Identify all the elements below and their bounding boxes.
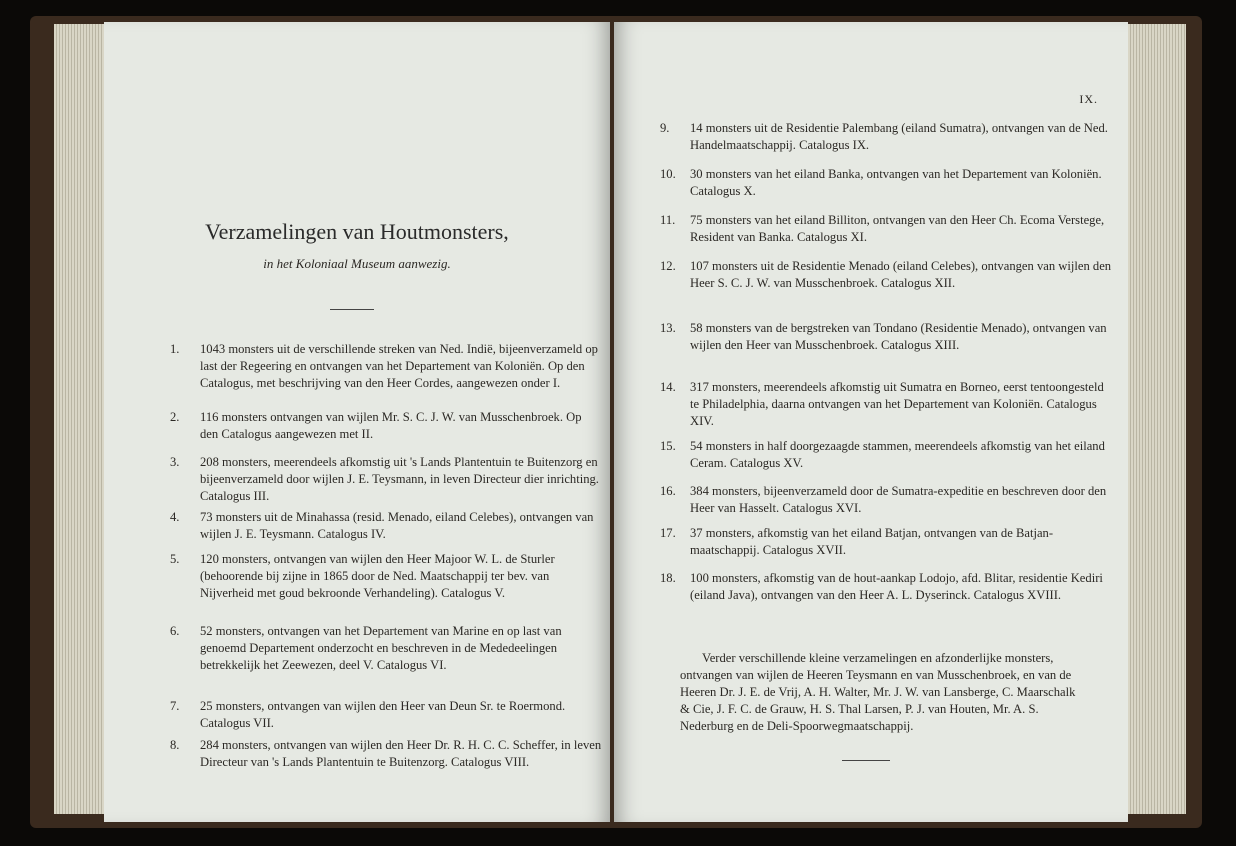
entry-number: 6. (170, 624, 180, 638)
entry-3 (170, 454, 602, 505)
entry-4 (170, 509, 602, 543)
entry-number: 3. (170, 455, 180, 469)
entry-number: 4. (170, 510, 180, 524)
entry-number: 5. (170, 552, 180, 566)
entry-14 (660, 379, 1112, 430)
entry-number: 7. (170, 699, 180, 713)
entry-text: 37 monsters, afkomstig van het eiland Batjan, ontvangen van de Batjan-maatschappij. Catalogus XVII. (690, 526, 1054, 557)
entry-1 (170, 341, 602, 392)
entry-16 (660, 483, 1112, 517)
entry-text: 1043 monsters uit de verschillende streken van Ned. Indië, bijeenverzameld op last der Regeering en ontvangen van het Departement van Koloniën. Op den Catalogus, met beschrijving van den Heer Cordes, aangewezen onder I. (200, 342, 598, 390)
entry-9 (660, 120, 1112, 154)
entry-number: 2. (170, 410, 180, 424)
entry-number: 1. (170, 342, 180, 356)
entry-15 (660, 438, 1112, 472)
entry-number: 11. (660, 213, 676, 227)
entry-11 (660, 212, 1112, 246)
entry-18 (660, 570, 1112, 604)
entry-text: 75 monsters van het eiland Billiton, ontvangen van den Heer Ch. Ecoma Verstege, Resident van Banka. Catalogus XI. (690, 213, 1105, 244)
entry-text: 54 monsters in half doorgezaagde stammen, meerendeels afkomstig van het eiland Ceram. Catalogus XV. (690, 439, 1105, 470)
right-page-edges (1128, 24, 1186, 814)
entry-text: 14 monsters uit de Residentie Palembang (eiland Sumatra), ontvangen van de Ned. Handelmaatschappij. Catalogus IX. (690, 121, 1108, 152)
entry-number: 14. (660, 380, 676, 394)
entry-text: 52 monsters, ontvangen van het Departement van Marine en op last van genoemd Departement onderzocht en beschreven in de Mededeelingen betrekkelijk het Zeewezen, deel V. Catalogus VI. (200, 624, 562, 672)
entry-7 (170, 698, 602, 732)
page-title: Verzamelingen van Houtmonsters, (205, 219, 509, 244)
entry-text: 73 monsters uit de Minahassa (resid. Menado, eiland Celebes), ontvangen van wijlen J. E. Teysmann. Catalogus IV. (200, 510, 594, 541)
entry-text: 317 monsters, meerendeels afkomstig uit Sumatra en Borneo, eerst tentoongesteld te Philadelphia, daarna ontvangen van het Departement van Koloniën. Catalogus XIV. (690, 380, 1104, 428)
entry-number: 9. (660, 121, 670, 135)
entry-text: 100 monsters, afkomstig van de hout-aankap Lodojo, afd. Blitar, residentie Kediri (eiland Java), ontvangen van den Heer A. L. Dyserinck. Catalogus XVIII. (690, 571, 1103, 602)
entry-number: 10. (660, 167, 676, 181)
closing-paragraph: Verder verschillende kleine verzamelingen en afzonderlijke monsters, ontvangen van wijlen de Heeren Teysmann en van Musschenbroek, en van de Heeren Dr. J. E. de Vrij, A. H. Walter, Mr. J. W. van Lansberge, C. Maarschalk & Cie, J. F. C. de Grauw, H. S. Thal Larsen, P. J. van Houten, Mr. A. S. Nederburg en de Deli-Spoorwegmaatschappij. (680, 651, 1076, 733)
entry-number: 16. (660, 484, 676, 498)
entry-number: 13. (660, 321, 676, 335)
entry-number: 18. (660, 571, 676, 585)
entry-text: 116 monsters ontvangen van wijlen Mr. S. C. J. W. van Musschenbroek. Op den Catalogus aangewezen met II. (200, 410, 582, 441)
entry-text: 25 monsters, ontvangen van wijlen den Heer van Deun Sr. te Roermond. Catalogus VII. (200, 699, 566, 730)
entry-text: 208 monsters, meerendeels afkomstig uit 's Lands Plantentuin te Buitenzorg en bijeenverzameld door wijlen J. E. Teysmann, in leven Directeur dier inrichting. Catalogus III. (200, 455, 599, 503)
right-page (614, 22, 1128, 822)
entry-8 (170, 737, 602, 771)
entry-text: 384 monsters, bijeenverzameld door de Sumatra-expeditie en beschreven door den Heer van Hasselt. Catalogus XVI. (690, 484, 1107, 515)
entry-10 (660, 166, 1112, 200)
page-number: IX. (1079, 92, 1098, 106)
title-divider (330, 309, 374, 310)
entry-5 (170, 551, 602, 602)
entry-6 (170, 623, 602, 674)
left-page (104, 22, 610, 822)
closing-divider (842, 760, 890, 761)
entry-number: 17. (660, 526, 676, 540)
entry-13 (660, 320, 1112, 354)
entry-number: 12. (660, 259, 676, 273)
page-subtitle: in het Koloniaal Museum aanwezig. (263, 256, 451, 271)
left-page-edges (54, 24, 106, 814)
entry-text: 58 monsters van de bergstreken van Tondano (Residentie Menado), ontvangen van wijlen den Heer van Musschenbroek. Catalogus XIII. (690, 321, 1107, 352)
entry-text: 30 monsters van het eiland Banka, ontvangen van het Departement van Koloniën. Catalogus X. (690, 167, 1102, 198)
entry-text: 284 monsters, ontvangen van wijlen den Heer Dr. R. H. C. C. Scheffer, in leven Directeur van 's Lands Plantentuin te Buitenzorg. Catalogus VIII. (200, 738, 602, 769)
entry-text: 120 monsters, ontvangen van wijlen den Heer Majoor W. L. de Sturler (behoorende bij zijne in 1865 door de Ned. Maatschappij ter bev. van Nijverheid met goud bekroonde Verhandeling). Catalogus V. (200, 552, 555, 600)
entry-number: 15. (660, 439, 676, 453)
entry-text: 107 monsters uit de Residentie Menado (eiland Celebes), ontvangen van wijlen den Heer S. C. J. W. van Musschenbroek. Catalogus XII. (690, 259, 1112, 290)
entry-number: 8. (170, 738, 180, 752)
entry-2 (170, 409, 602, 443)
entry-17 (660, 525, 1112, 559)
entry-12 (660, 258, 1112, 292)
